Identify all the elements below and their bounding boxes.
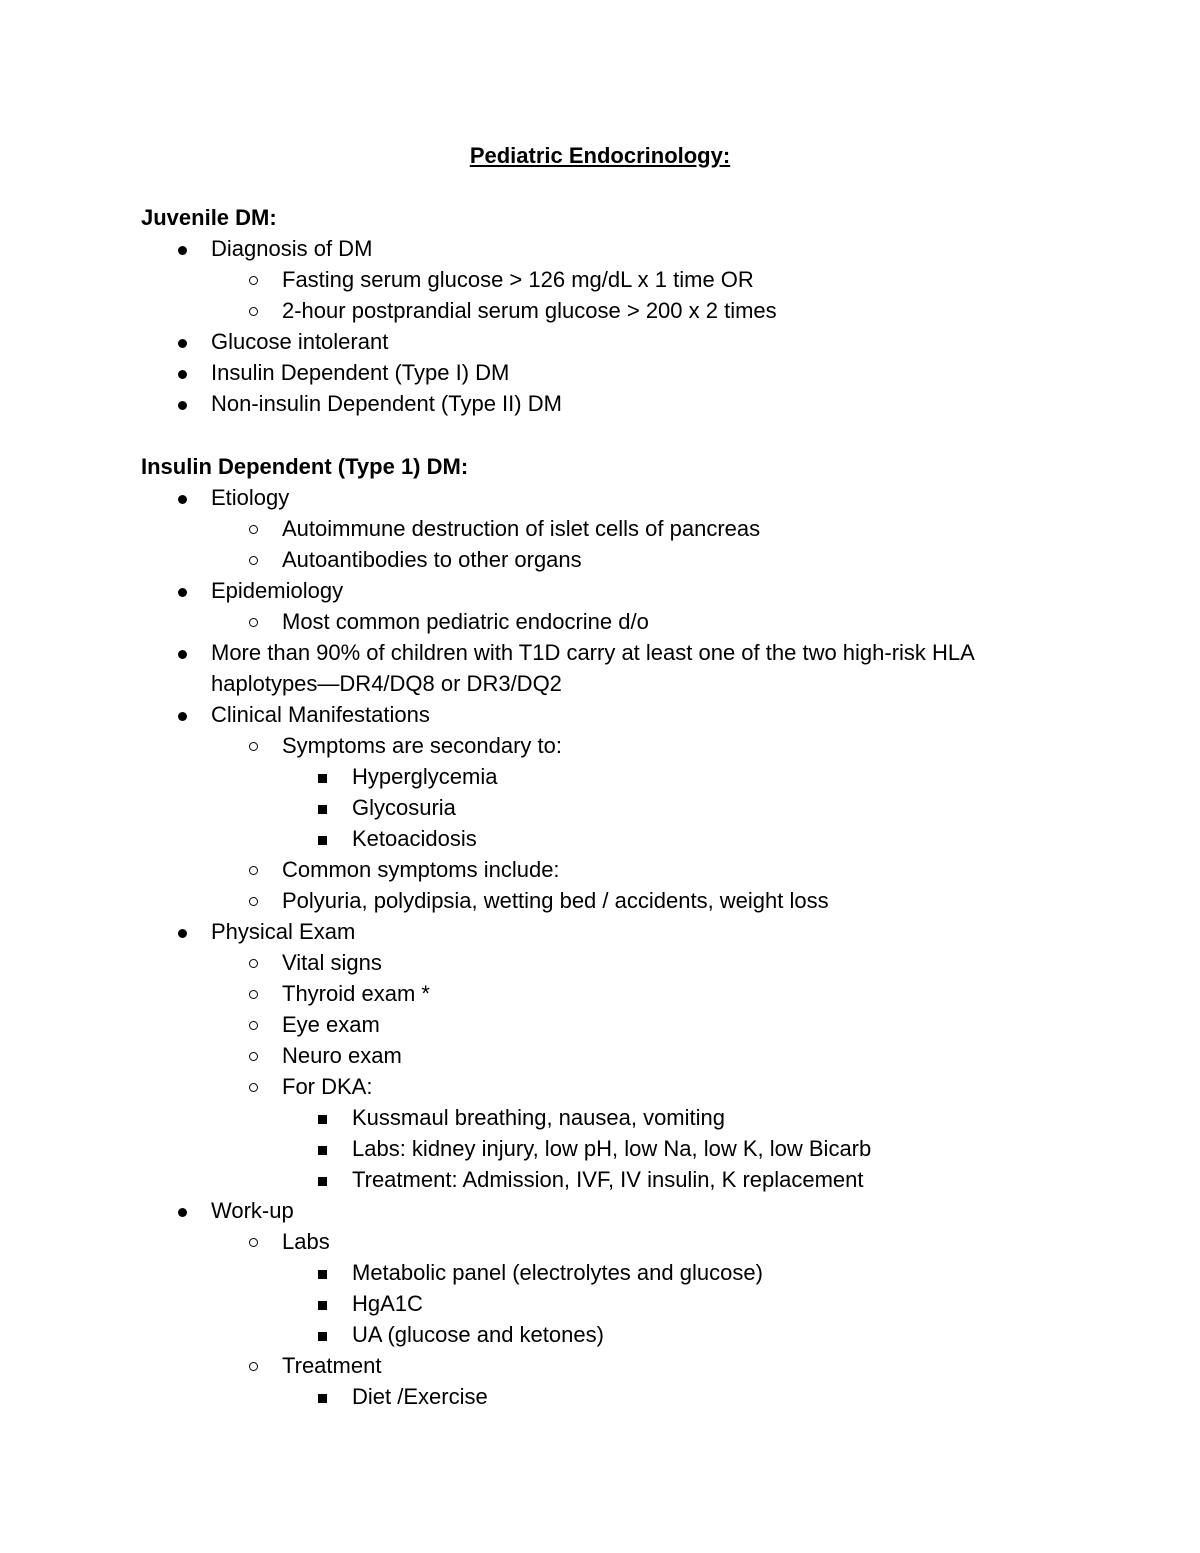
list-item-text: Diet /Exercise <box>352 1384 488 1409</box>
type1-dm-list <box>0 482 1200 1412</box>
list-item <box>0 1350 1200 1381</box>
circle-bullet-icon <box>249 1040 261 1071</box>
square-bullet-icon <box>318 1288 330 1319</box>
list-item <box>0 513 1200 544</box>
square-bullet-icon <box>318 823 330 854</box>
list-item-text: Epidemiology <box>211 578 344 603</box>
circle-bullet-icon <box>249 947 261 978</box>
list-item-text: Clinical Manifestations <box>211 702 430 727</box>
square-bullet-icon <box>318 792 330 823</box>
list-item <box>0 1071 1200 1102</box>
list-item-text: Thyroid exam * <box>282 981 430 1006</box>
list-item <box>0 823 1200 854</box>
list-item <box>0 730 1200 761</box>
list-item-text: HgA1C <box>352 1291 423 1316</box>
disc-bullet-icon <box>178 637 190 668</box>
circle-bullet-icon <box>249 606 261 637</box>
list-item-text: Autoimmune destruction of islet cells of pancreas <box>282 516 761 541</box>
list-item-text: Insulin Dependent (Type I) DM <box>211 360 510 385</box>
disc-bullet-icon <box>178 388 190 419</box>
section-heading-type1-dm: Insulin Dependent (Type 1) DM: <box>141 454 469 479</box>
list-item <box>0 885 1200 916</box>
list-item-text: UA (glucose and ketones) <box>352 1322 604 1347</box>
square-bullet-icon <box>318 1381 330 1412</box>
document-title: Pediatric Endocrinology: <box>469 143 731 168</box>
circle-bullet-icon <box>249 513 261 544</box>
list-item-text: Eye exam <box>282 1012 380 1037</box>
disc-bullet-icon <box>178 482 190 513</box>
circle-bullet-icon <box>249 1009 261 1040</box>
list-item-text: Treatment <box>282 1353 382 1378</box>
circle-bullet-icon <box>249 854 261 885</box>
list-item-text: More than 90% of children with T1D carry at least one of the two high-risk HLA haplotypes—DR4/DQ8 or DR3/DQ2 <box>211 640 974 696</box>
list-item <box>0 637 1200 699</box>
list-item <box>0 1164 1200 1195</box>
square-bullet-icon <box>318 1164 330 1195</box>
list-item-text: Glycosuria <box>352 795 456 820</box>
list-item-text: Common symptoms include: <box>282 857 560 882</box>
list-item <box>0 792 1200 823</box>
circle-bullet-icon <box>249 1226 261 1257</box>
list-item <box>0 326 1200 357</box>
list-item-text: 2-hour postprandial serum glucose > 200 x 2 times <box>282 298 777 323</box>
circle-bullet-icon <box>249 264 261 295</box>
list-item <box>0 699 1200 730</box>
list-item-text: Etiology <box>211 485 290 510</box>
list-item <box>0 854 1200 885</box>
disc-bullet-icon <box>178 233 190 264</box>
list-item-text: Glucose intolerant <box>211 329 389 354</box>
disc-bullet-icon <box>178 699 190 730</box>
circle-bullet-icon <box>249 1071 261 1102</box>
circle-bullet-icon <box>249 295 261 326</box>
list-item-text: Ketoacidosis <box>352 826 477 851</box>
list-item-text: Work-up <box>211 1198 294 1223</box>
list-item-text: Polyuria, polydipsia, wetting bed / accidents, weight loss <box>282 888 829 913</box>
list-item <box>0 482 1200 513</box>
list-item <box>0 1288 1200 1319</box>
square-bullet-icon <box>318 1133 330 1164</box>
list-item <box>0 1381 1200 1412</box>
list-item-text: Non-insulin Dependent (Type II) DM <box>211 391 562 416</box>
list-item-text: Labs: kidney injury, low pH, low Na, low K, low Bicarb <box>352 1136 872 1161</box>
list-item-text: Symptoms are secondary to: <box>282 733 563 758</box>
list-item <box>0 916 1200 947</box>
list-item-text: Vital signs <box>282 950 382 975</box>
square-bullet-icon <box>318 761 330 792</box>
juvenile-dm-list <box>0 233 1200 419</box>
disc-bullet-icon <box>178 916 190 947</box>
list-item-text: Fasting serum glucose > 126 mg/dL x 1 time OR <box>282 267 754 292</box>
list-item <box>0 978 1200 1009</box>
list-item <box>0 1195 1200 1226</box>
square-bullet-icon <box>318 1257 330 1288</box>
list-item <box>0 1226 1200 1257</box>
disc-bullet-icon <box>178 357 190 388</box>
circle-bullet-icon <box>249 978 261 1009</box>
list-item <box>0 388 1200 419</box>
circle-bullet-icon <box>249 885 261 916</box>
list-item <box>0 357 1200 388</box>
list-item <box>0 1257 1200 1288</box>
list-item-text: Treatment: Admission, IVF, IV insulin, K replacement <box>352 1167 864 1192</box>
list-item-text: Most common pediatric endocrine d/o <box>282 609 649 634</box>
disc-bullet-icon <box>178 1195 190 1226</box>
list-item <box>0 1133 1200 1164</box>
square-bullet-icon <box>318 1102 330 1133</box>
list-item-text: Hyperglycemia <box>352 764 498 789</box>
list-item <box>0 575 1200 606</box>
list-item-text: Autoantibodies to other organs <box>282 547 582 572</box>
list-item-text: Diagnosis of DM <box>211 236 373 261</box>
circle-bullet-icon <box>249 1350 261 1381</box>
list-item <box>0 544 1200 575</box>
circle-bullet-icon <box>249 544 261 575</box>
square-bullet-icon <box>318 1319 330 1350</box>
list-item-text: For DKA: <box>282 1074 373 1099</box>
list-item <box>0 1319 1200 1350</box>
list-item-text: Metabolic panel (electrolytes and glucose) <box>352 1260 763 1285</box>
list-item <box>0 1009 1200 1040</box>
list-item-text: Neuro exam <box>282 1043 402 1068</box>
list-item <box>0 947 1200 978</box>
list-item-text: Kussmaul breathing, nausea, vomiting <box>352 1105 725 1130</box>
list-item-text: Labs <box>282 1229 330 1254</box>
disc-bullet-icon <box>178 326 190 357</box>
list-item <box>0 233 1200 264</box>
list-item <box>0 264 1200 295</box>
list-item <box>0 1102 1200 1133</box>
list-item <box>0 295 1200 326</box>
list-item <box>0 606 1200 637</box>
section-heading-juvenile-dm: Juvenile DM: <box>141 205 277 230</box>
list-item <box>0 761 1200 792</box>
disc-bullet-icon <box>178 575 190 606</box>
list-item <box>0 1040 1200 1071</box>
circle-bullet-icon <box>249 730 261 761</box>
list-item-text: Physical Exam <box>211 919 356 944</box>
